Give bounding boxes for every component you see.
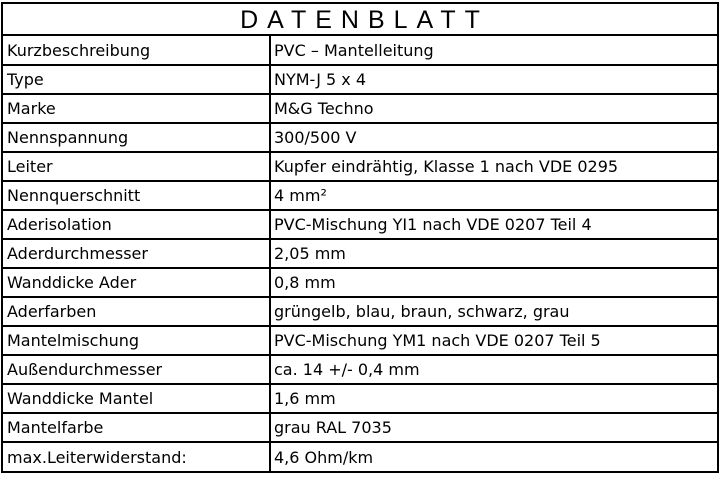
table-row	[3, 36, 717, 65]
row-value-aderfarben: grüngelb, blau, braun, schwarz, grau	[270, 297, 717, 326]
table-row	[3, 210, 717, 239]
table-row	[3, 65, 717, 94]
row-value-type: NYM-J 5 x 4	[270, 65, 717, 94]
row-value-marke: M&G Techno	[270, 94, 717, 123]
row-value-aussendurchmesser: ca. 14 +/- 0,4 mm	[270, 355, 717, 384]
row-label-aussendurchmesser: Außendurchmesser	[3, 355, 270, 384]
row-label-nennspannung: Nennspannung	[3, 123, 270, 152]
table-row	[3, 239, 717, 268]
row-label-kurzbeschreibung: Kurzbeschreibung	[3, 36, 270, 65]
row-value-kurzbeschreibung: PVC – Mantelleitung	[270, 36, 717, 65]
row-label-wanddicke-ader: Wanddicke Ader	[3, 268, 270, 297]
table-row	[3, 268, 717, 297]
row-value-nennspannung: 300/500 V	[270, 123, 717, 152]
table-row	[3, 442, 717, 471]
row-label-nennquerschnitt: Nennquerschnitt	[3, 181, 270, 210]
row-label-mantelmischung: Mantelmischung	[3, 326, 270, 355]
row-label-aderisolation: Aderisolation	[3, 210, 270, 239]
row-value-wanddicke-mantel: 1,6 mm	[270, 384, 717, 413]
row-label-aderdurchmesser: Aderdurchmesser	[3, 239, 270, 268]
table-row	[3, 94, 717, 123]
spec-table	[3, 36, 717, 471]
row-value-aderisolation: PVC-Mischung YI1 nach VDE 0207 Teil 4	[270, 210, 717, 239]
row-value-leiter: Kupfer eindrähtig, Klasse 1 nach VDE 0295	[270, 152, 717, 181]
row-label-mantelfarbe: Mantelfarbe	[3, 413, 270, 442]
table-row	[3, 413, 717, 442]
row-label-max-leiterwiderstand: max.Leiterwiderstand:	[3, 442, 270, 471]
row-value-aderdurchmesser: 2,05 mm	[270, 239, 717, 268]
table-row	[3, 152, 717, 181]
row-label-type: Type	[3, 65, 270, 94]
row-label-aderfarben: Aderfarben	[3, 297, 270, 326]
table-row	[3, 384, 717, 413]
table-row	[3, 181, 717, 210]
row-value-wanddicke-ader: 0,8 mm	[270, 268, 717, 297]
table-row	[3, 123, 717, 152]
row-value-mantelfarbe: grau RAL 7035	[270, 413, 717, 442]
row-value-mantelmischung: PVC-Mischung YM1 nach VDE 0207 Teil 5	[270, 326, 717, 355]
table-row	[3, 355, 717, 384]
row-label-wanddicke-mantel: Wanddicke Mantel	[3, 384, 270, 413]
table-row	[3, 297, 717, 326]
datasheet-title: DATENBLATT	[3, 4, 717, 36]
table-row	[3, 326, 717, 355]
row-label-leiter: Leiter	[3, 152, 270, 181]
row-label-marke: Marke	[3, 94, 270, 123]
row-value-nennquerschnitt: 4 mm²	[270, 181, 717, 210]
row-value-max-leiterwiderstand: 4,6 Ohm/km	[274, 447, 374, 467]
datasheet	[1, 2, 719, 473]
